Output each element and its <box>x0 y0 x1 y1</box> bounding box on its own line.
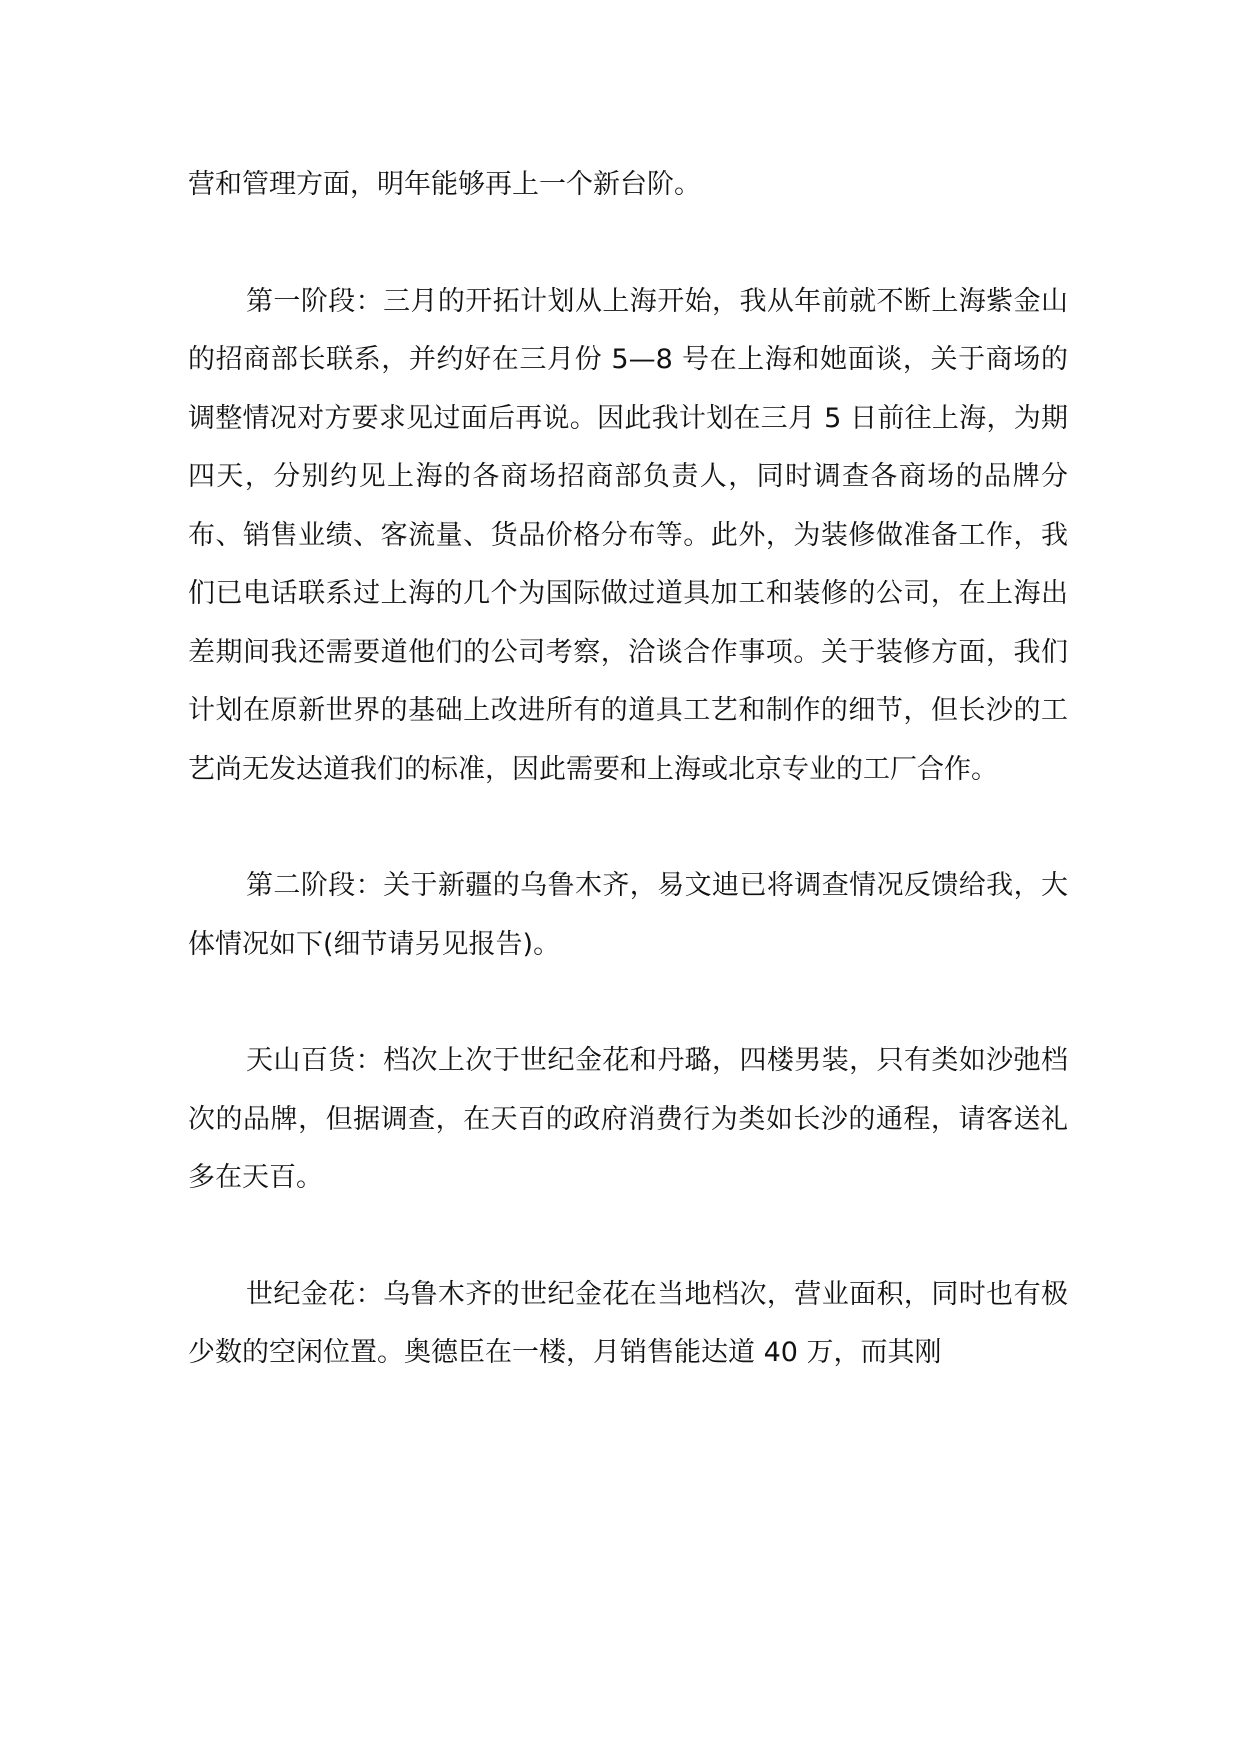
paragraph-spacer <box>188 1208 1068 1266</box>
paragraph-stage-two: 第二阶段：关于新疆的乌鲁木齐，易文迪已将调查情况反馈给我，大体情况如下(细节请另见报告)。 <box>188 870 1068 960</box>
paragraph-continuation: 营和管理方面，明年能够再上一个新台阶。 <box>188 169 701 200</box>
paragraph-century-golden-flower: 世纪金花：乌鲁木齐的世纪金花在当地档次，营业面积，同时也有极少数的空闲位置。奥德臣在一楼，月销售能达道 40 万，而其刚 <box>188 1278 1068 1368</box>
paragraph-stage-one: 第一阶段：三月的开拓计划从上海开始，我从年前就不断上海紫金山的招商部长联系，并约好在三月份 5—8 号在上海和她面谈，关于商场的调整情况对方要求见过面后再说。因此我计划在三月 5 日前往上海，为期四天，分别约见上海的各商场招商部负责人，同时调查各商场的品牌分布、销售业绩、客流量、货品价格分布等。此外，为装修做准备工作，我们已电话联系过上海的几个为国际做过道具加工和装修的公司，在上海出差期间我还需要道他们的公司考察，洽谈合作事项。关于装修方面，我们计划在原新世界的基础上改进所有的道具工艺和制作的细节，但长沙的工艺尚无发达道我们的标准，因此需要和上海或北京专业的工厂合作。 <box>188 285 1068 785</box>
paragraph-spacer <box>188 974 1068 1032</box>
paragraph-spacer <box>188 215 1068 273</box>
paragraph-tianshan-department-store: 天山百货：档次上次于世纪金花和丹璐，四楼男装，只有类如沙弛档次的品牌，但据调查，在天百的政府消费行为类如长沙的通程，请客送礼多在天百。 <box>188 1045 1068 1193</box>
paragraph-spacer <box>188 799 1068 857</box>
document-body <box>188 156 1068 1383</box>
